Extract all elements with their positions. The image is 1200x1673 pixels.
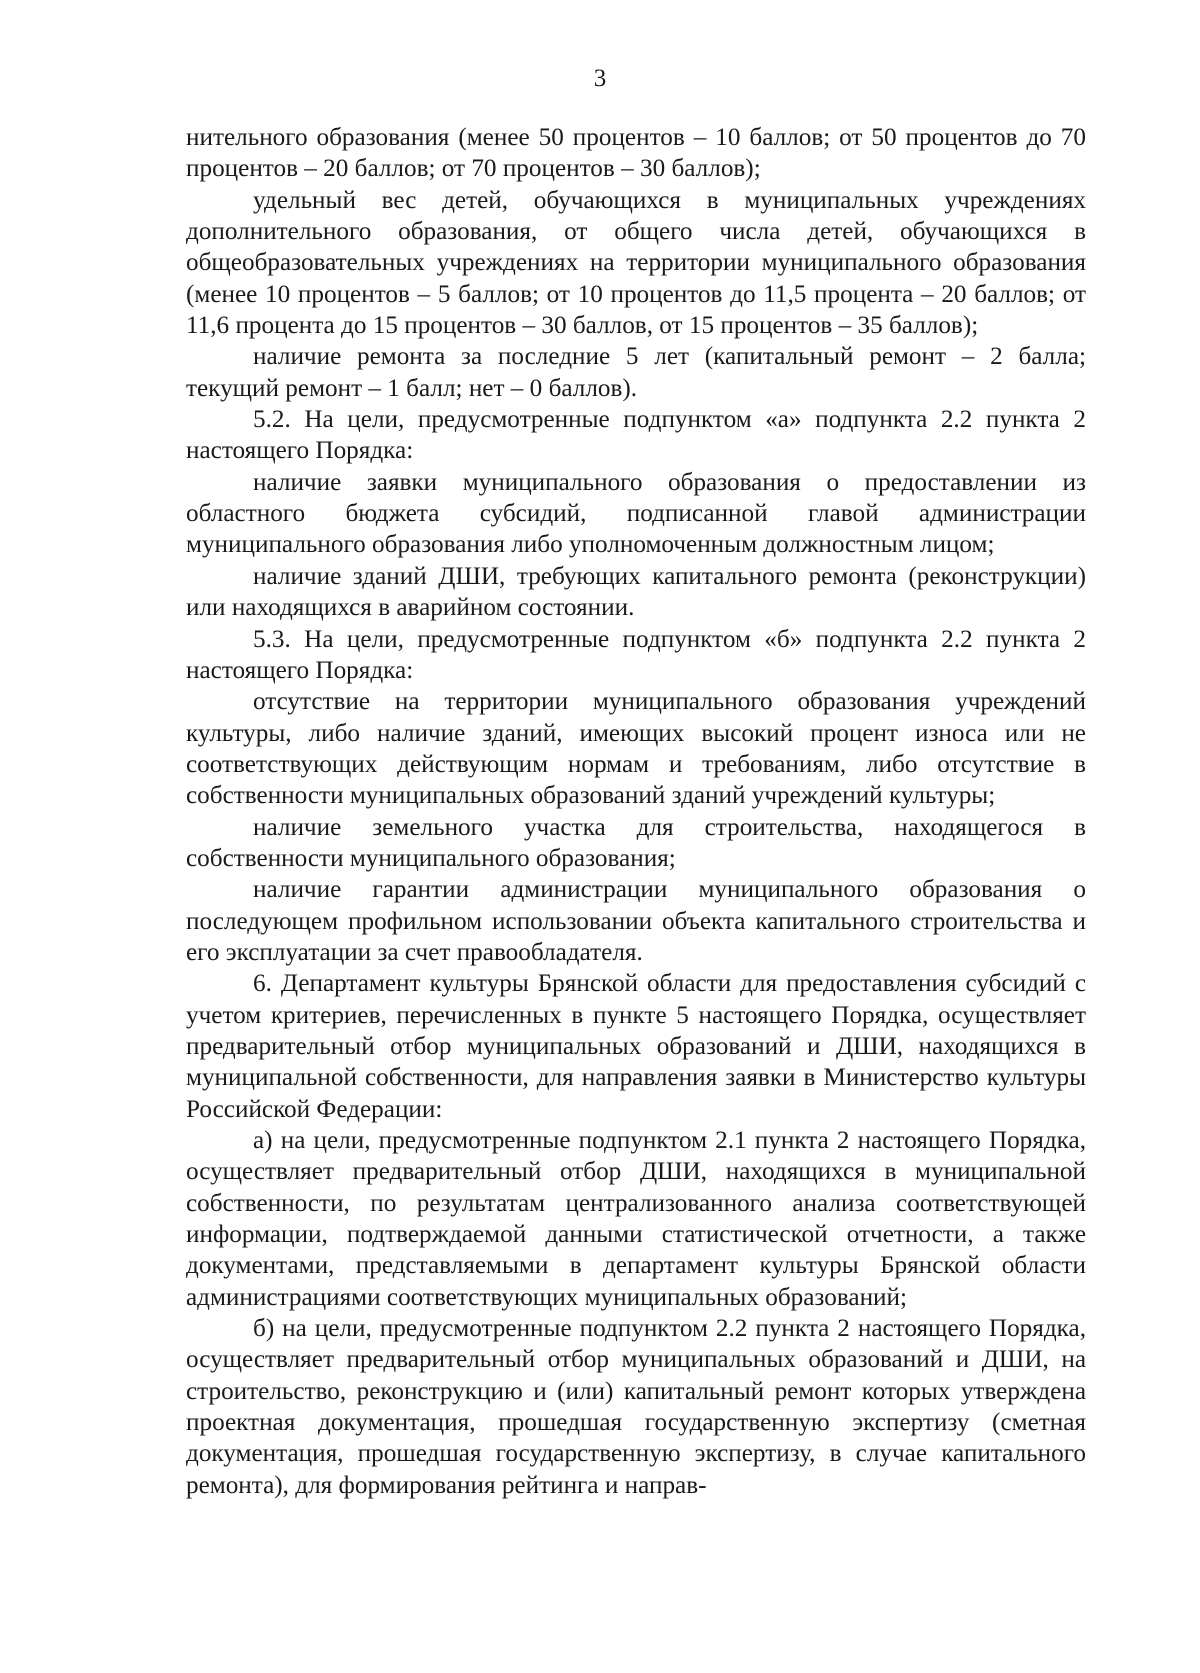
page-number: 3 (593, 65, 607, 92)
paragraph-land-plot: наличие земельного участка для строительства, находящегося в собственности муниципального образования; (186, 813, 1086, 872)
document-body (186, 122, 1086, 1501)
paragraph-continuation: нительного образования (менее 50 процентов – 10 баллов; от 50 процентов до 70 процентов – 20 баллов; от 70 процентов – 30 баллов); (186, 124, 1086, 183)
paragraph-children-share: удельный вес детей, обучающихся в муниципальных учреждениях дополнительного образования, от общего числа детей, обучающихся в общеобразовательных учреждениях на территории муниципального образования (менее 10 процентов – 5 баллов; от 10 процентов до 11,5 процента – 20 баллов; от 11,6 процента до 15 процентов – 30 баллов, от 15 процентов – 35 баллов); (186, 186, 1086, 340)
paragraph-clause-6-b: б) на цели, предусмотренные подпунктом 2.2 пункта 2 настоящего Порядка, осуществляет предварительный отбор муниципальных образований и ДШИ, на строительство, реконструкцию и (или) капитальный ремонт которых утверждена проектная документация, прошедшая государственную экспертизу (сметная документация, прошедшая государственную экспертизу, в случае капитального ремонта), для формирования рейтинга и направ- (186, 1315, 1086, 1499)
paragraph-buildings-repair: наличие зданий ДШИ, требующих капитального ремонта (реконструкции) или находящихся в аварийном состоянии. (186, 562, 1086, 622)
paragraph-no-institutions: отсутствие на территории муниципального образования учреждений культуры, либо наличие зданий, имеющих высокий процент износа или не соответствующих действующим нормам и требованиям, либо отсутствие в собственности муниципальных образований зданий учреждений культуры; (186, 688, 1086, 810)
paragraph-clause-5-3: 5.3. На цели, предусмотренные подпунктом «б» подпункта 2.2 пункта 2 настоящего Порядка: (186, 625, 1086, 684)
paragraph-guarantee: наличие гарантии администрации муниципального образования о последующем профильном использовании объекта капитального строительства и его эксплуатации за счет правообладателя. (186, 876, 1086, 966)
paragraph-repair: наличие ремонта за последние 5 лет (капитальный ремонт – 2 балла; текущий ремонт – 1 балл; нет – 0 баллов). (186, 343, 1086, 402)
paragraph-clause-6-a: а) на цели, предусмотренные подпунктом 2.1 пункта 2 настоящего Порядка, осуществляет предварительный отбор ДШИ, находящихся в муниципальной собственности, по результатам централизованного анализа соответствующей информации, подтверждаемой данными статистической отчетности, а также документами, представляемыми в департамент культуры Брянской области администрациями соответствующих муниципальных образований; (186, 1127, 1086, 1311)
paragraph-clause-6: 6. Департамент культуры Брянской области для предоставления субсидий с учетом критериев, перечисленных в пункте 5 настоящего Порядка, осуществляет предварительный отбор муниципальных образований и ДШИ, находящихся в муниципальной собственности, для направления заявки в Министерство культуры Российской Федерации: (186, 970, 1086, 1123)
paragraph-clause-5-2: 5.2. На цели, предусмотренные подпунктом «а» подпункта 2.2 пункта 2 настоящего Порядка: (186, 406, 1086, 465)
paragraph-application: наличие заявки муниципального образования о предоставлении из областного бюджета субсидий, подписанной главой администрации муниципального образования либо уполномоченным должностным лицом; (186, 468, 1086, 559)
